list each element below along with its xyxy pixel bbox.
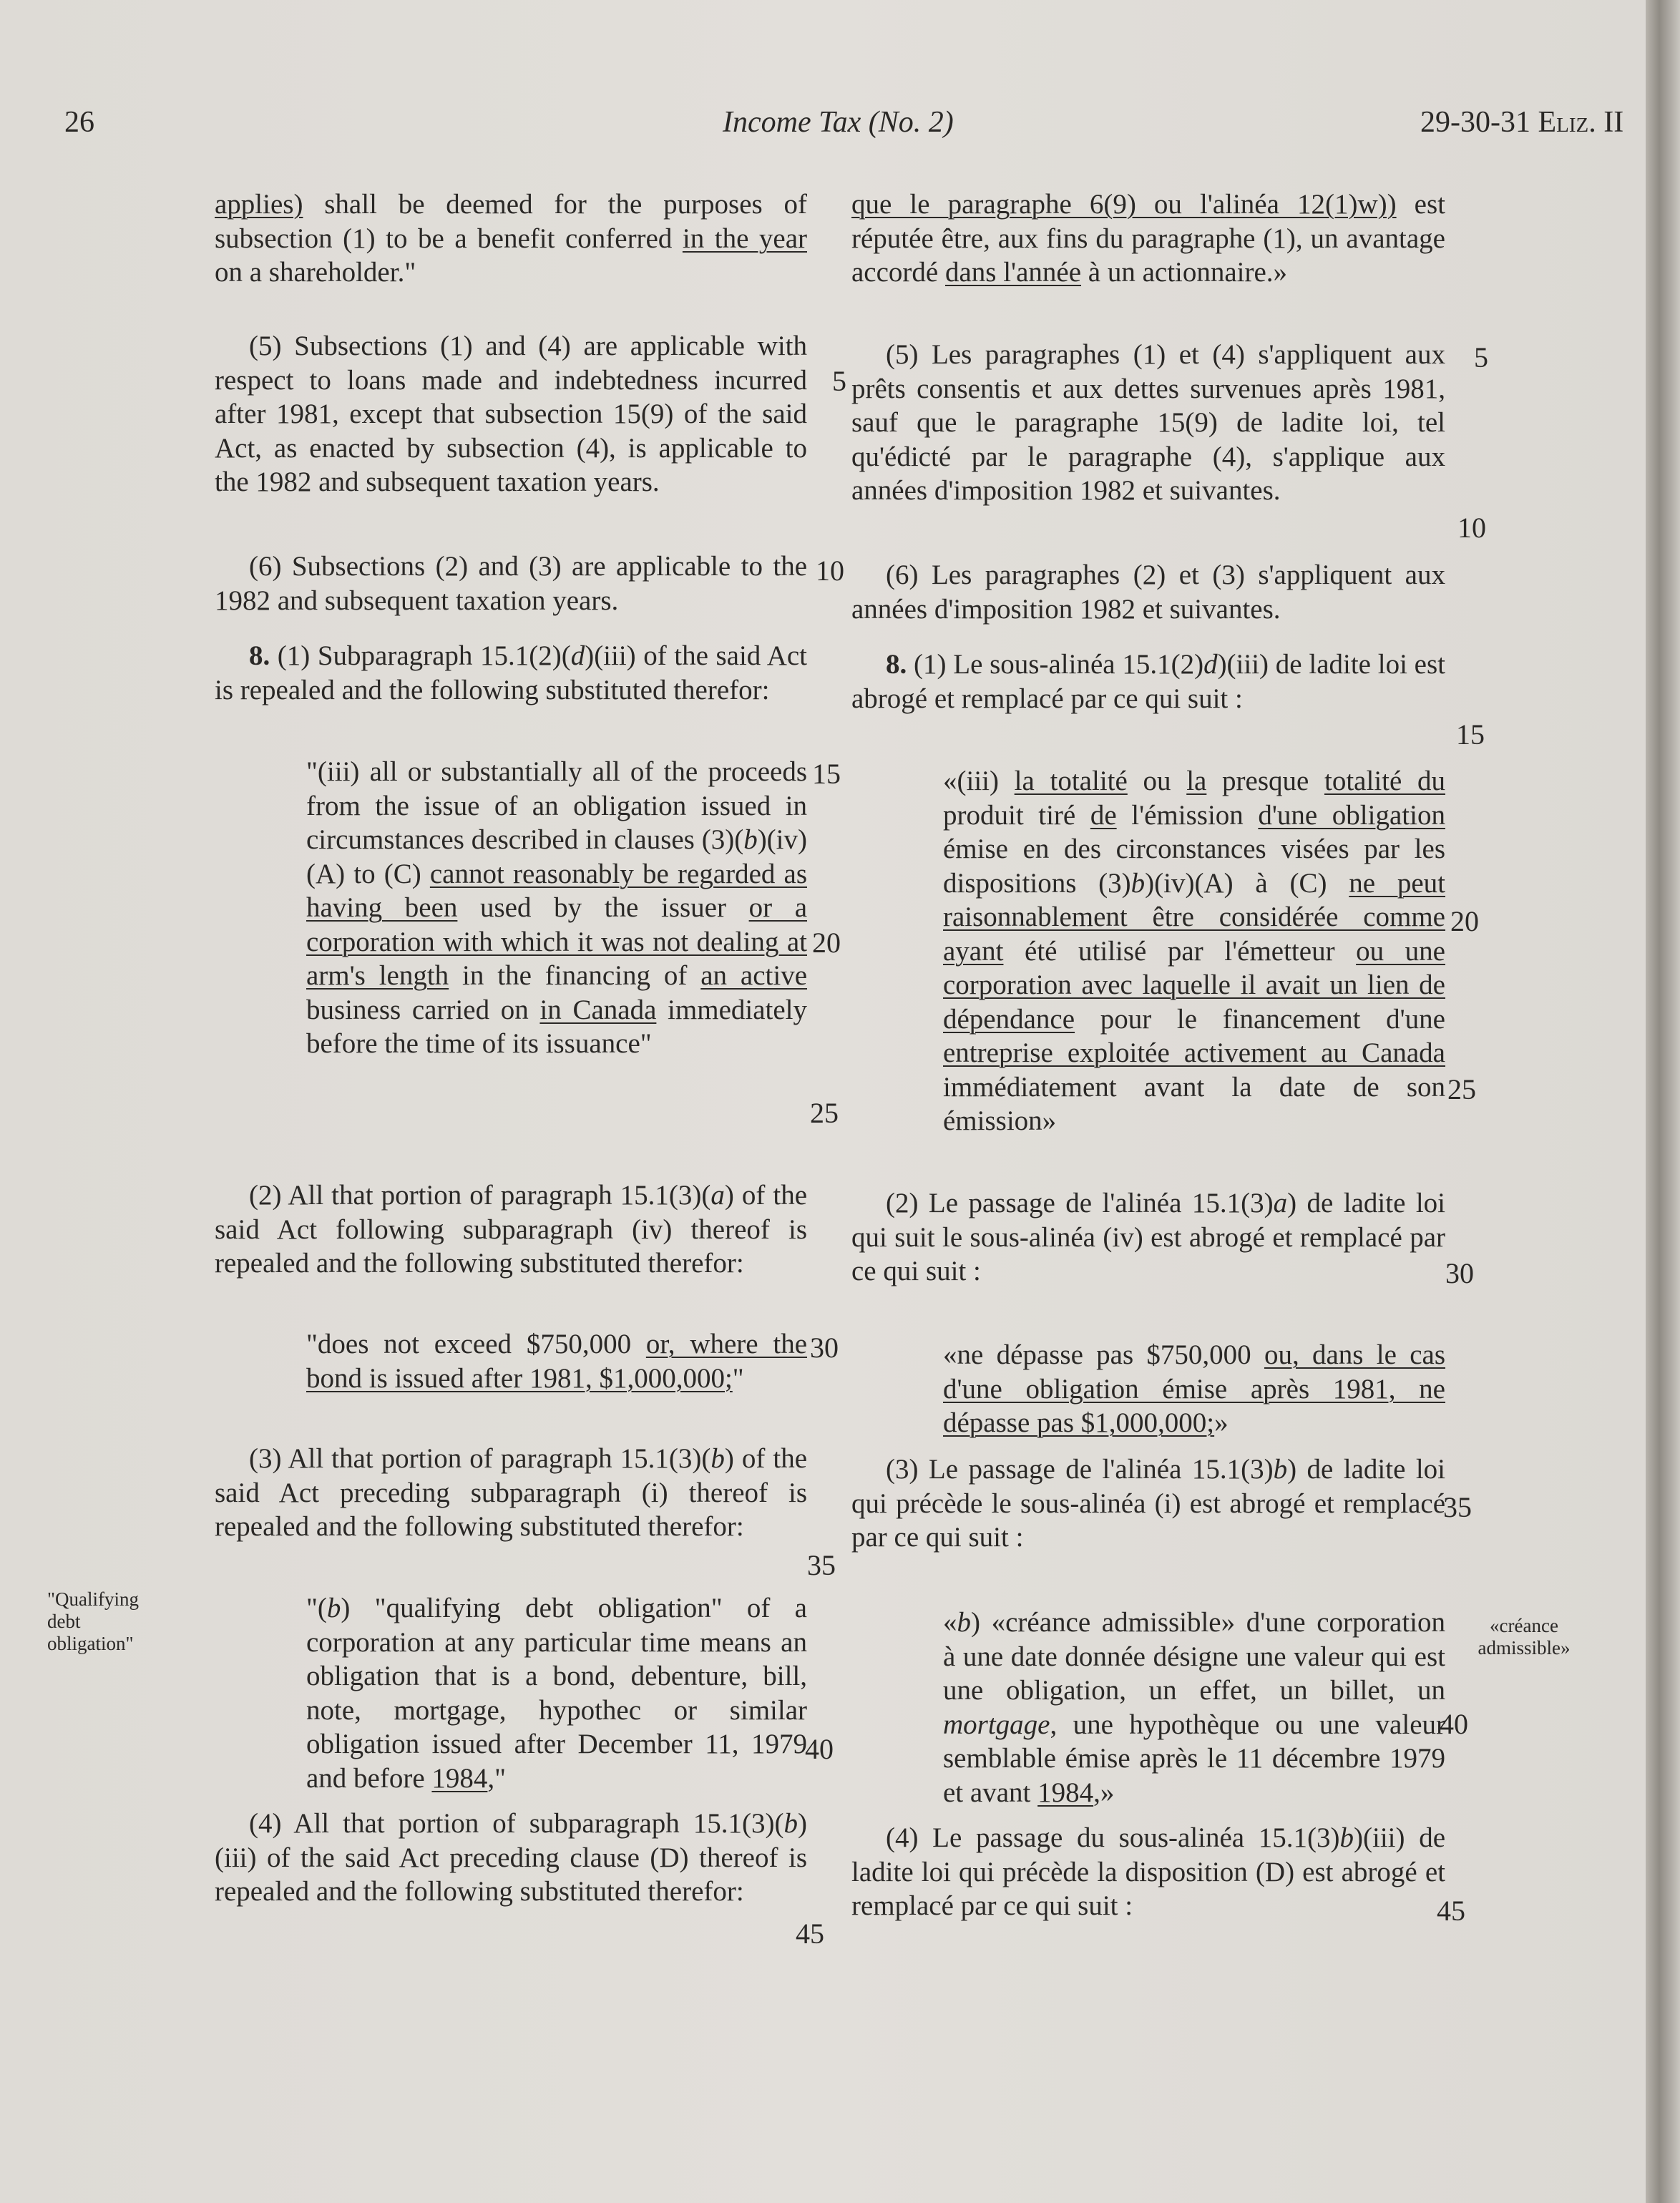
fr-line-10: 10 (1457, 512, 1486, 544)
fr-para-9 (851, 1606, 1445, 1809)
underlined-text-run: in Canada (539, 994, 657, 1025)
text-run: 8. (249, 640, 270, 671)
paragraph-text (215, 549, 807, 617)
en-line-15: 15 (812, 758, 841, 790)
text-run: (6) Les paragraphes (2) et (3) s'appliquent aux années d'imposition 1982 et suivantes. (851, 560, 1445, 625)
en-line-5: 5 (832, 365, 846, 397)
text-run: b (743, 824, 758, 855)
marginal-note-en: "Qualifying debt obligation" (47, 1588, 139, 1654)
paragraph-text (215, 1178, 807, 1281)
text-run: «(iii) (943, 766, 1015, 796)
fr-line-20: 20 (1450, 905, 1479, 937)
en-para-10 (215, 1807, 807, 1909)
text-run: « (943, 1607, 957, 1638)
text-run: ,» (1093, 1777, 1115, 1808)
text-run: ) de ladite loi qui suit le sous-alinéa (iv) est abrogé et remplacé par ce qui suit : (851, 1188, 1445, 1286)
text-run: )(iii) de ladite loi qui précède la disposition (D) est abrogé et remplacé par ce qui suit : (851, 1822, 1446, 1921)
book-spine-shadow (1646, 0, 1680, 2203)
underlined-text-run: cannot reasonably be regarded as having been (306, 858, 807, 923)
en-line-45: 45 (796, 1918, 824, 1950)
fr-para-10 (851, 1821, 1445, 1923)
en-line-35: 35 (807, 1549, 836, 1581)
text-run: presque (1206, 766, 1324, 796)
en-para-2 (215, 329, 807, 499)
paragraph-text (851, 558, 1445, 626)
page-number: 26 (64, 106, 94, 139)
text-run: (1) Subparagraph 15.1(2)( (270, 640, 571, 671)
paragraph-text (215, 329, 807, 499)
paragraph-text (851, 1821, 1445, 1923)
en-para-6 (215, 1178, 807, 1281)
underlined-text-run: in the year (682, 223, 807, 254)
underlined-text-run: applies) (215, 189, 303, 220)
text-run: ou (1127, 766, 1187, 796)
fr-para-2 (851, 338, 1445, 508)
text-run: (2) Le passage de l'alinéa 15.1(3) (886, 1188, 1274, 1218)
text-run: )(iii) of the said Act preceding clause (D) thereof is repealed and the following substituted therefor: (215, 1808, 807, 1907)
text-run: (4) Le passage du sous-alinéa 15.1(3) (886, 1822, 1340, 1853)
text-run: » (1214, 1407, 1229, 1438)
en-para-7 (215, 1327, 807, 1395)
text-run: "(iii) all or substantially all of the proceeds from the issue of an obligation issued in circumstances described in clauses (3)( (306, 756, 807, 855)
text-run: mortgage (943, 1709, 1050, 1740)
paragraph-text (851, 1452, 1445, 1555)
text-run: (3) Le passage de l'alinéa 15.1(3) (886, 1454, 1274, 1485)
text-run: «ne dépasse pas $750,000 (943, 1339, 1264, 1370)
text-run: b (710, 1443, 725, 1474)
paragraph-text (306, 1327, 807, 1395)
fr-line-45: 45 (1437, 1895, 1465, 1927)
text-run: " (732, 1362, 744, 1394)
underlined-text-run: ne peut raisonnablement être considérée comme ayant (943, 867, 1445, 967)
en-para-9 (215, 1591, 807, 1795)
paragraph-text (943, 1338, 1445, 1440)
text-run: ) de ladite loi qui précède le sous-alinéa (i) est abrogé et remplacé par ce qui suit : (851, 1454, 1445, 1553)
text-run: (3) All that portion of paragraph 15.1(3)( (249, 1443, 711, 1474)
paragraph-text (215, 187, 807, 290)
text-run: ) «créance admissible» d'une corporation à une date donnée désigne une valeur qui est une obligation, un effet, un billet, un (943, 1607, 1445, 1706)
text-run: (6) Subsections (2) and (3) are applicable to the 1982 and subsequent taxation years. (215, 551, 807, 616)
underlined-text-run: que le paragraphe 6(9) ou l'alinéa 12(1)w)) (851, 189, 1397, 220)
text-run: (5) Subsections (1) and (4) are applicable with respect to loans made and indebtedness incurred after 1981, except that subsection 15(9) of the said Act, as enacted by subsection (4), is applicable to the 1982 and subsequent taxation years. (215, 331, 807, 497)
text-run: ) "qualifying debt obligation" of a corporation at any particular time means an obligation that is a bond, debenture, bill, note, mortgage, hypothec or similar obligation issued after December 11, 1979 and before (306, 1593, 807, 1794)
text-run: )(iii) of the said Act is repealed and the following substituted therefor: (215, 640, 807, 705)
text-run: a (1273, 1188, 1288, 1218)
fr-line-35: 35 (1443, 1491, 1472, 1523)
text-run: used by the issuer (457, 892, 749, 923)
text-run: émise en des circonstances visées par les dispositions (3) (943, 834, 1445, 899)
paragraph-text (851, 648, 1445, 715)
fr-line-25: 25 (1447, 1073, 1476, 1105)
fr-para-6 (851, 1186, 1445, 1289)
text-run: )(iv)(A) to (C) (306, 824, 807, 889)
fr-para-3 (851, 558, 1445, 626)
text-run: (5) Les paragraphes (1) et (4) s'appliquent aux prêts consentis et aux dettes survenues après 1981, sauf que le paragraphe 15(9) de ladite loi, tel qu'édicté par le paragraphe (4), s'applique aux années d'imposition 1982 et suivantes. (851, 339, 1445, 506)
text-run: ) of the said Act following subparagraph (iv) thereof is repealed and the following substituted therefor: (215, 1180, 808, 1279)
text-run: immédiatement avant la date de son émission» (943, 1071, 1445, 1136)
paragraph-text (851, 338, 1445, 508)
paragraph-text (215, 1442, 807, 1544)
text-run: l'émission (1116, 799, 1259, 831)
fr-para-5 (851, 764, 1445, 1138)
underlined-text-run: 1984 (1037, 1777, 1094, 1808)
text-run: à un actionnaire.» (1081, 257, 1288, 288)
paragraph-text (215, 639, 807, 707)
en-para-3 (215, 549, 807, 617)
en-line-30: 30 (810, 1332, 839, 1364)
en-para-8 (215, 1442, 807, 1544)
text-run: "does not exceed $750,000 (306, 1329, 646, 1359)
fr-line-5: 5 (1474, 341, 1488, 373)
text-run: b (957, 1607, 971, 1638)
paragraph-text (851, 187, 1445, 290)
underlined-text-run: la (1186, 766, 1207, 796)
text-run: a (710, 1180, 725, 1211)
text-run: )(iii) de ladite loi est abrogé et remplacé par ce qui suit : (851, 649, 1445, 714)
text-run: d (1203, 649, 1218, 680)
en-line-10: 10 (816, 555, 844, 587)
underlined-text-run: ou, dans le cas d'une obligation émise après 1981, ne dépasse pas $1,000,000; (943, 1339, 1445, 1438)
underlined-text-run: or, where the bond is issued after 1981, $1,000,000; (306, 1329, 808, 1394)
text-run: b (1130, 867, 1146, 899)
fr-para-1 (851, 187, 1445, 290)
paragraph-text (306, 755, 807, 1061)
underlined-text-run: or a corporation with which it was not dealing at arm's length (306, 892, 808, 991)
fr-line-40: 40 (1440, 1708, 1468, 1740)
text-run: d (570, 640, 585, 671)
running-title: Income Tax (No. 2) (723, 106, 954, 139)
text-run: b (1339, 1822, 1354, 1853)
paragraph-text (306, 1591, 807, 1795)
en-para-1 (215, 187, 807, 290)
en-line-40: 40 (805, 1733, 834, 1765)
fr-line-15: 15 (1456, 718, 1485, 751)
en-para-5 (215, 755, 807, 1061)
regnal-year: 29-30-31 Eliz. II (1420, 106, 1624, 139)
text-run: immediately before the time of its issuance" (306, 994, 808, 1059)
text-run: pour le financement d'une (1075, 1003, 1445, 1035)
text-run: b (783, 1808, 798, 1839)
text-run: b (326, 1593, 341, 1623)
paragraph-text (943, 1606, 1445, 1809)
text-run: business carried on (306, 994, 540, 1025)
underlined-text-run: de (1090, 799, 1117, 831)
text-run: 8. (886, 649, 907, 680)
underlined-text-run: d'une obligation (1258, 799, 1445, 831)
paragraph-text (943, 764, 1445, 1138)
text-run: , une hypothèque ou une valeur semblable émise après le 11 décembre 1979 et avant (943, 1709, 1445, 1808)
en-para-4 (215, 639, 807, 707)
text-run: été utilisé par l'émetteur (1003, 935, 1357, 967)
text-run: est réputée être, aux fins du paragraphe (1), un avantage accordé (851, 189, 1445, 288)
text-run: "( (306, 1593, 327, 1623)
underlined-text-run: totalité du (1324, 766, 1445, 796)
text-run: (4) All that portion of subparagraph 15.1(3)( (249, 1808, 784, 1839)
fr-para-8 (851, 1452, 1445, 1555)
text-run: (1) Le sous-alinéa 15.1(2) (907, 649, 1204, 680)
text-run: on a shareholder." (215, 257, 416, 288)
text-run: in the financing of (449, 960, 701, 991)
en-line-25: 25 (810, 1097, 839, 1129)
text-run: b (1273, 1454, 1288, 1485)
paragraph-text (851, 1186, 1445, 1289)
fr-line-30: 30 (1445, 1257, 1474, 1289)
text-run: (2) All that portion of paragraph 15.1(3)( (249, 1180, 711, 1211)
fr-para-4 (851, 648, 1445, 715)
paragraph-text (215, 1807, 807, 1909)
underlined-text-run: an active (700, 960, 808, 991)
underlined-text-run: 1984 (431, 1762, 488, 1794)
underlined-text-run: la totalité (1014, 766, 1128, 796)
text-run: produit tiré (943, 799, 1090, 831)
underlined-text-run: ou une corporation avec laquelle il avait un lien de dépendance (943, 935, 1445, 1035)
text-run: ," (487, 1762, 507, 1794)
fr-para-7 (851, 1338, 1445, 1440)
text-run: )(iv)(A) à (C) (1145, 867, 1349, 899)
marginal-note-fr: «créance admissible» (1478, 1615, 1571, 1659)
underlined-text-run: entreprise exploitée activement au Canada (943, 1037, 1445, 1068)
underlined-text-run: dans l'année (944, 257, 1082, 288)
text-run: ) of the said Act preceding subparagraph (i) thereof is repealed and the following substituted therefor: (215, 1443, 808, 1542)
text-run: shall be deemed for the purposes of subsection (1) to be a benefit conferred (215, 189, 807, 254)
en-line-20: 20 (812, 927, 841, 959)
